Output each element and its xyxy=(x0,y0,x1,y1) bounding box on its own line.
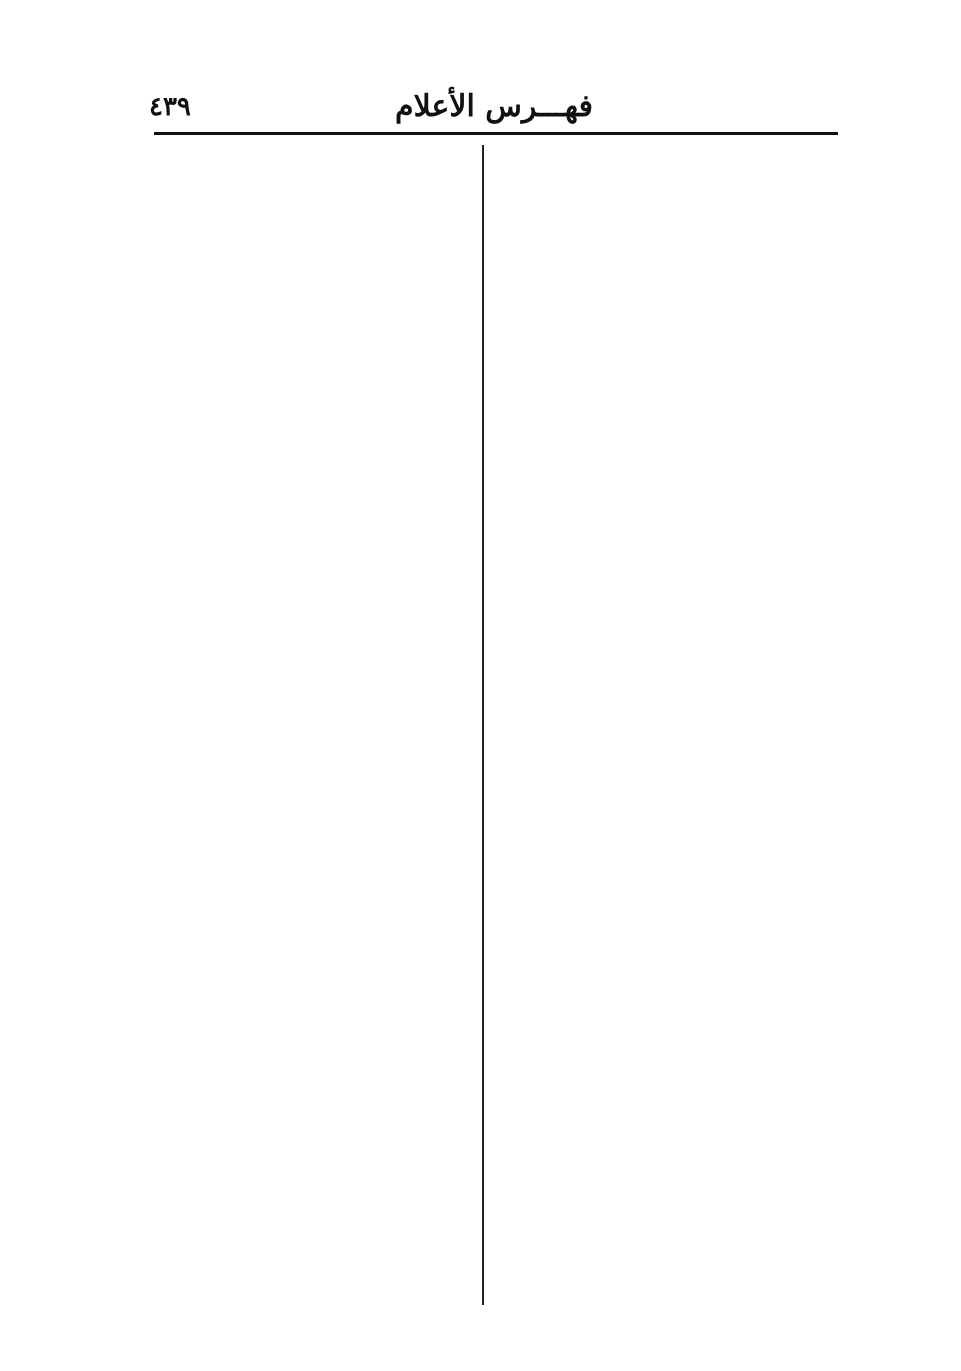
page-number: ٤٣٩ xyxy=(150,92,192,122)
page-title: فهـــرس الأعلام xyxy=(396,89,594,124)
column-divider xyxy=(483,145,485,1305)
header-rule xyxy=(155,132,839,135)
page-header xyxy=(150,82,840,132)
